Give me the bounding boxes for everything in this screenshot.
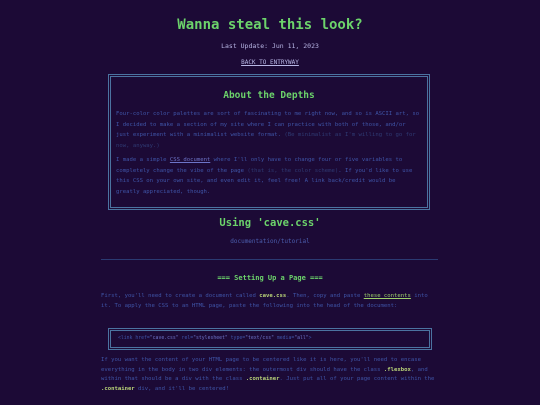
setup-p2-text-c: . Just put all of your page content within the	[279, 376, 435, 383]
about-paragraph-2	[116, 155, 422, 197]
about-box	[108, 74, 430, 210]
setup-heading: === Setting Up a Page ===	[217, 274, 323, 282]
setup-p1-text-b: . Then, copy and paste	[286, 293, 364, 299]
css-document-link[interactable]: CSS document	[169, 157, 211, 163]
about-p1-aside: (Be minimalist as I'm willing to go for now, anyway.)	[116, 132, 416, 149]
code-part: type=	[227, 336, 246, 341]
section-divider	[101, 259, 438, 260]
container-class: .container	[245, 376, 280, 383]
documentation-subtitle: documentation/tutorial	[230, 238, 310, 245]
code-part: rel=	[178, 336, 194, 341]
setup-p1-text-a: First, you'll need to create a document called	[101, 293, 260, 299]
container-class-2: .container	[101, 385, 135, 392]
about-p2-text-c: . If you'd like to use this CSS on your own site, and even edit it, feel free! A link back/credit would be greatly appreciated, though.	[116, 167, 413, 195]
setup-p2-text-a: If you want the content of your HTML page to be centered like it is here, you'll need to encase everything in the body in two div elements: the outermost div should have the class	[101, 357, 421, 373]
code-part: >	[308, 336, 312, 341]
code-snippet-box	[108, 328, 432, 350]
about-paragraph-1	[116, 109, 422, 151]
code-string: "cave.css"	[149, 336, 179, 341]
code-string: "stylesheet"	[193, 336, 228, 341]
setup-paragraph-2	[101, 356, 439, 394]
flexbox-class: .flexbox	[383, 366, 411, 373]
about-p1-text: Four-color color palettes are sort of fascinating to me right now, and so is ASCII art, so I decided to make a section of my site where I can practice with both of those, and/or just experiment with a minimalist website format.	[116, 111, 420, 138]
page-title: Wanna steal this look?	[177, 17, 363, 33]
code-string: "text/css"	[245, 336, 274, 341]
about-title: About the Depths	[223, 90, 315, 101]
code-string: "all"	[294, 336, 309, 341]
code-part: <link href=	[118, 336, 150, 341]
about-p2-text-b: where I'll only have to change four or five variables to completely change the vibe of the page	[116, 157, 403, 174]
using-title: Using 'cave.css'	[219, 217, 321, 229]
cave-css-filename: cave.css	[259, 293, 287, 299]
link-tag-code[interactable]	[118, 336, 312, 341]
code-part: media=	[274, 336, 295, 341]
setup-p1-text-c: into it. To apply the CSS to an HTML page, paste the following into the head of the document:	[101, 293, 428, 309]
last-update-text: Last Update: Jun 11, 2023	[221, 42, 319, 50]
these-contents-link[interactable]: these contents	[363, 293, 411, 299]
about-p2-aside: (that is, the color scheme)	[247, 167, 339, 174]
setup-p2-text-b: , and within that should be a div with the class	[101, 366, 428, 383]
back-to-entryway-link[interactable]: BACK TO ENTRYWAY	[241, 59, 299, 66]
setup-paragraph-1	[101, 292, 439, 311]
about-p2-text-a: I made a simple	[116, 157, 170, 163]
back-link-wrapper	[0, 59, 540, 66]
setup-p2-text-d: div, and it'll be centered!	[134, 385, 229, 392]
